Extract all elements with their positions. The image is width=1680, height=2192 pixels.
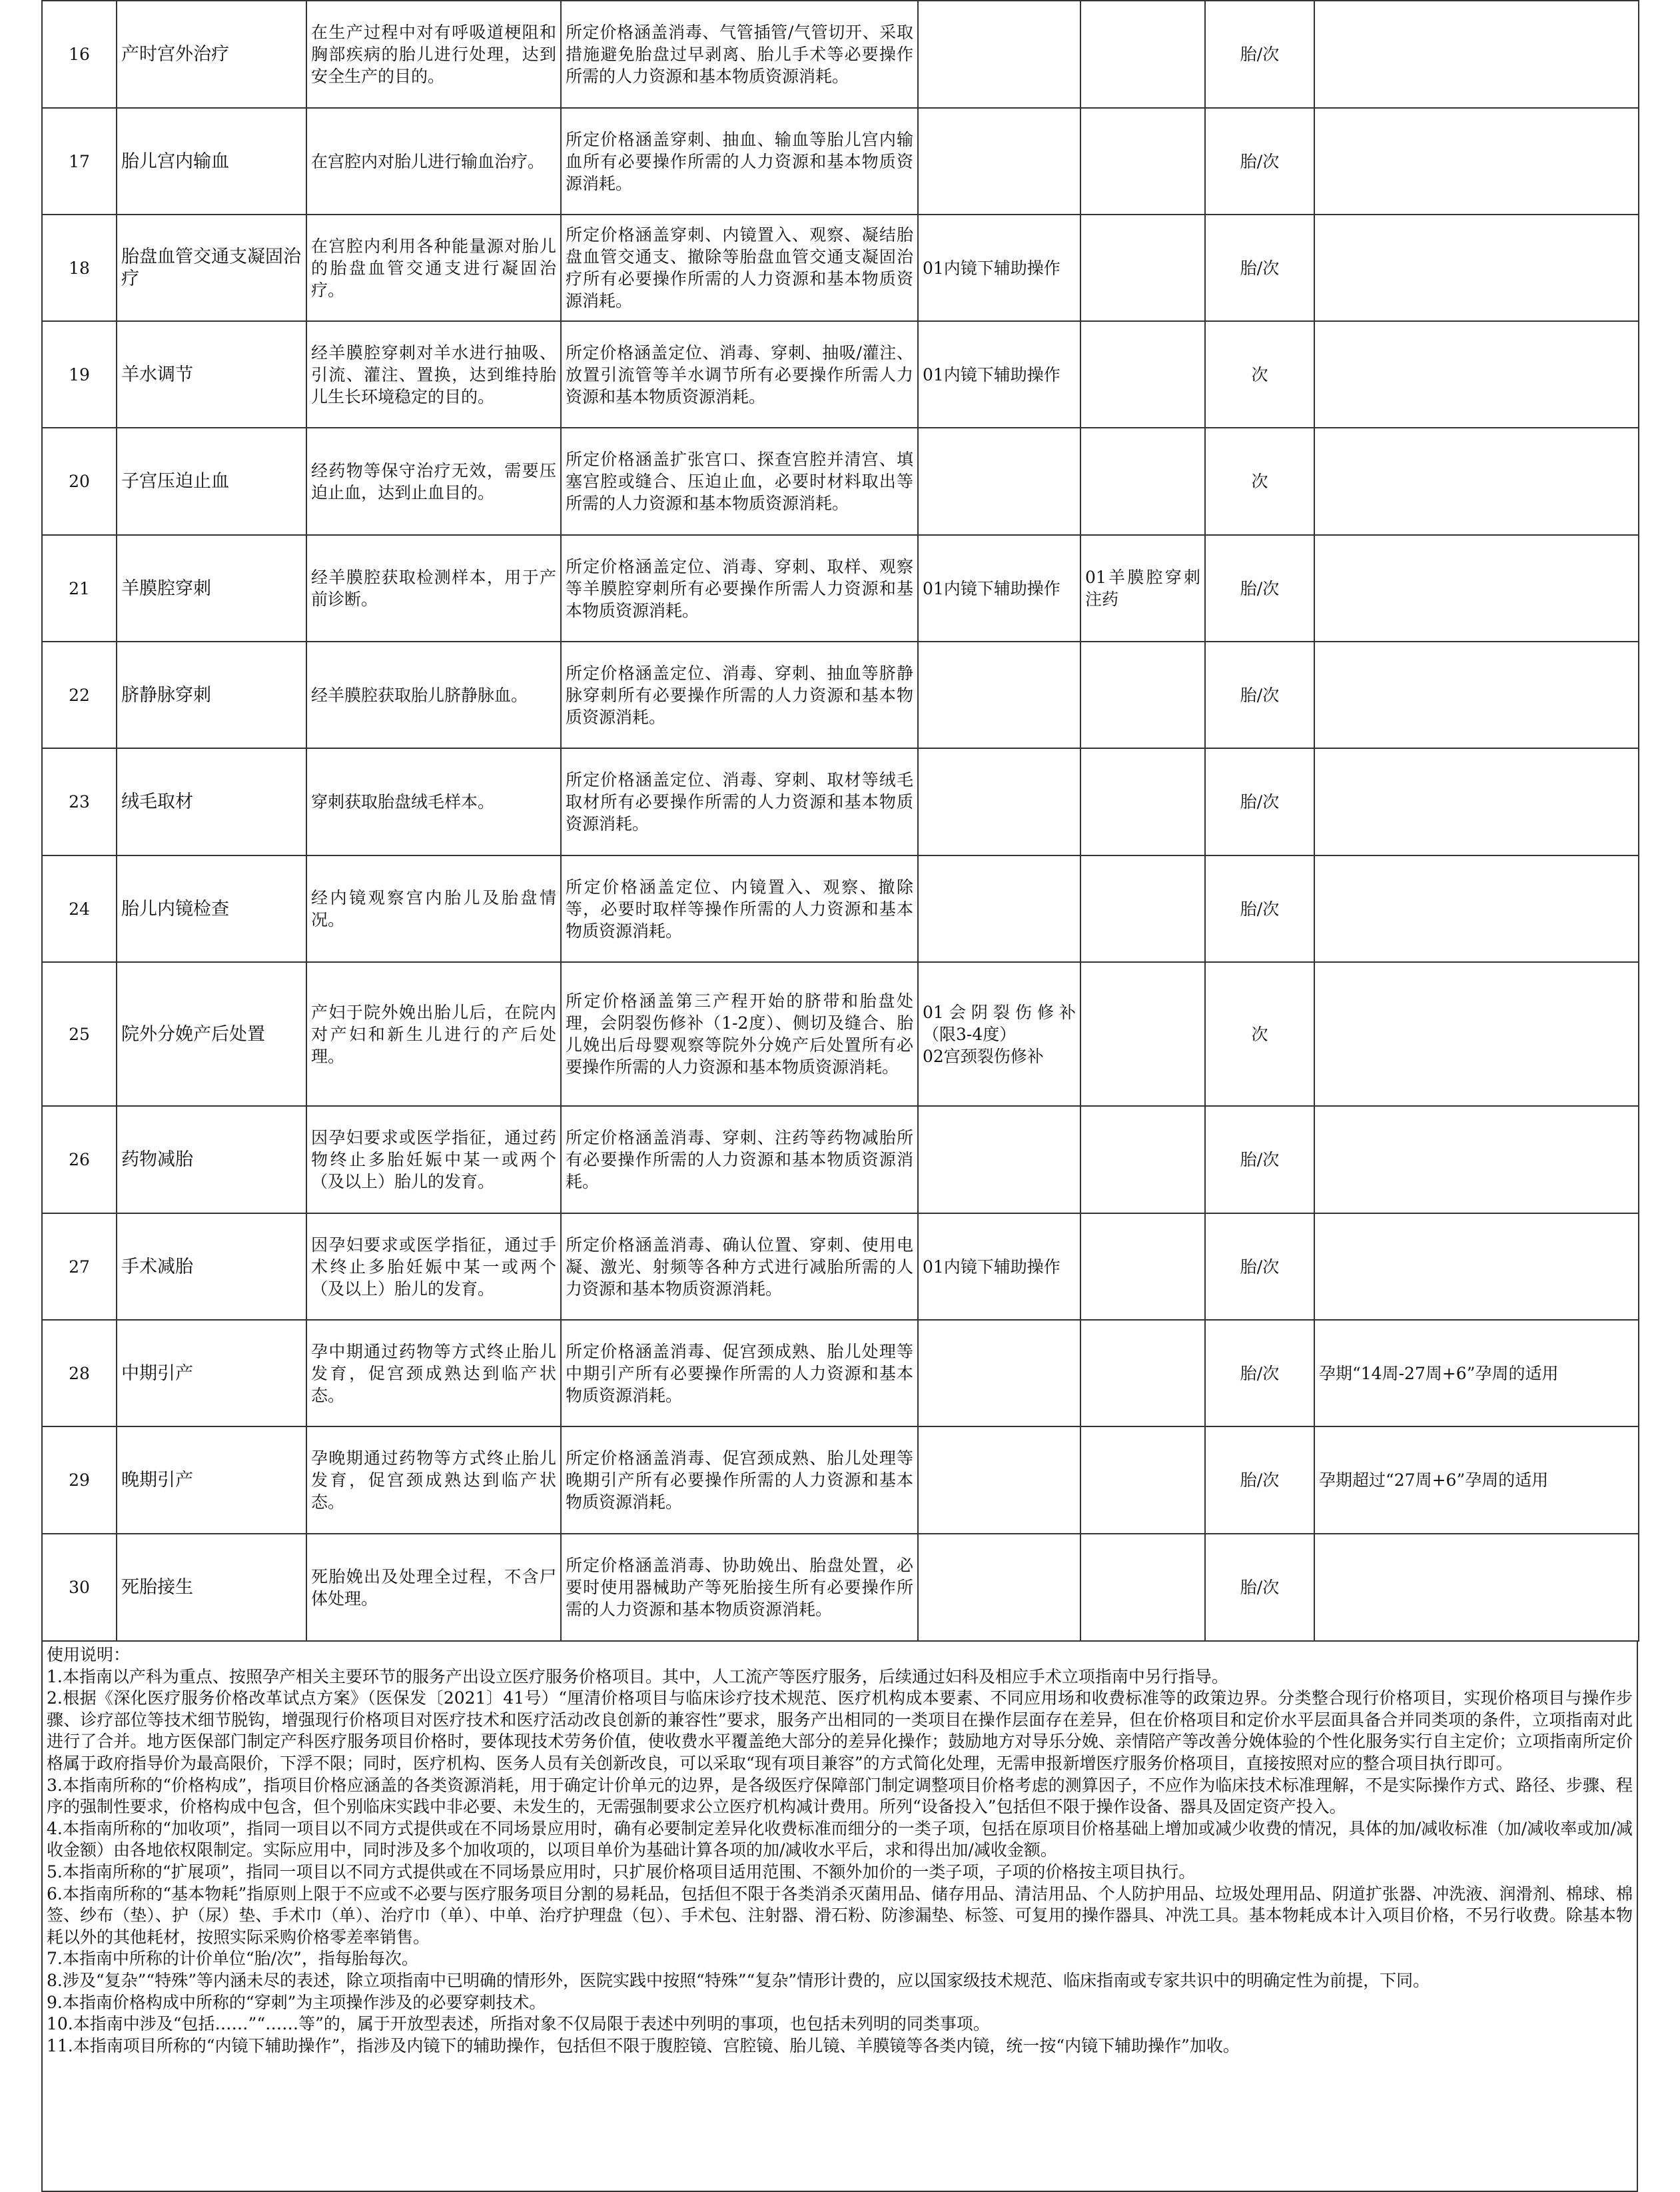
pricing-unit: 胎/次: [1205, 1426, 1314, 1534]
remark: [1314, 535, 1639, 642]
usage-note: 9.本指南价格构成中所称的“穿刺”为主项操作涉及的必要穿刺技术。: [47, 1992, 546, 2012]
remark: [1314, 215, 1639, 321]
item-name: 羊水调节: [117, 321, 306, 428]
item-name: 中期引产: [117, 1320, 306, 1426]
remark: [1314, 855, 1639, 962]
service-content: 产妇于院外娩出胎儿后，在院内对产妇和新生儿进行的产后处理。: [306, 962, 561, 1106]
remark: 孕期超过“27周+6”孕周的适用: [1314, 1426, 1639, 1534]
item-name: 院外分娩产后处置: [117, 962, 306, 1106]
table-row: [42, 1534, 1639, 1641]
price-composition: 所定价格涵盖定位、消毒、穿刺、抽吸/灌注、放置引流管等羊水调节所有必要操作所需人力资源和基本物质资源消耗。: [561, 321, 918, 428]
service-content: 在生产过程中对有呼吸道梗阻和胸部疾病的胎儿进行处理，达到安全生产的目的。: [306, 1, 561, 108]
surcharge-item: [918, 1, 1080, 108]
service-content: 因孕妇要求或医学指征，通过手术终止多胎妊娠中某一或两个（及以上）胎儿的发育。: [306, 1213, 561, 1320]
item-number: 26: [42, 1106, 117, 1213]
usage-note: 3.本指南所称的“价格构成”，指项目价格应涵盖的各类资源消耗，用于确定计价单元的边界，是各级医疗保障部门制定调整项目价格考虑的测算因子，不应作为临床技术标准理解，不是实际操作方式、路径、步骤、程序的强制性要求，价格构成中包含，但个别临床实践中非必要、未发生的，无需强制要求公立医疗机构减计费用。所列“设备投入”包括但不限于操作设备、器具及固定资产投入。: [47, 1775, 1633, 1817]
extension-item: 01羊膜腔穿刺注药: [1080, 535, 1205, 642]
table-row: [42, 428, 1639, 535]
remark: [1314, 1534, 1639, 1641]
price-composition: 所定价格涵盖定位、消毒、穿刺、抽血等脐静脉穿刺所有必要操作所需的人力资源和基本物质资源消耗。: [561, 642, 918, 748]
price-composition: 所定价格涵盖消毒、促宫颈成熟、胎儿处理等晚期引产所有必要操作所需的人力资源和基本物质资源消耗。: [561, 1426, 918, 1534]
item-name: 死胎接生: [117, 1534, 306, 1641]
remark: [1314, 1213, 1639, 1320]
extension-item: [1080, 1426, 1205, 1534]
service-content: 经药物等保守治疗无效，需要压迫止血，达到止血目的。: [306, 428, 561, 535]
pricing-unit: 次: [1205, 321, 1314, 428]
remark: [1314, 642, 1639, 748]
item-name: 药物减胎: [117, 1106, 306, 1213]
usage-notes-heading: 使用说明：: [47, 1645, 131, 1664]
extension-item: [1080, 855, 1205, 962]
pricing-unit: 胎/次: [1205, 642, 1314, 748]
item-number: 30: [42, 1534, 117, 1641]
surcharge-item: [918, 428, 1080, 535]
remark: [1314, 108, 1639, 215]
extension-item: [1080, 428, 1205, 535]
usage-note: 5.本指南所称的“扩展项”，指同一项目以不同方式提供或在不同场景应用时，只扩展价格项目适用范围、不额外加价的一类子项，子项的价格按主项目执行。: [47, 1862, 1196, 1882]
usage-note: 10.本指南中涉及“包括……”“……等”的，属于开放型表述，所指对象不仅局限于表述中列明的事项，也包括未列明的同类事项。: [47, 2014, 990, 2034]
service-content: 经羊膜腔获取检测样本，用于产前诊断。: [306, 535, 561, 642]
pricing-unit: 胎/次: [1205, 748, 1314, 855]
service-content: 在宫腔内利用各种能量源对胎儿的胎盘血管交通支进行凝固治疗。: [306, 215, 561, 321]
extension-item: [1080, 108, 1205, 215]
table-row: [42, 962, 1639, 1106]
remark: [1314, 428, 1639, 535]
table-row: [42, 855, 1639, 962]
price-composition: 所定价格涵盖第三产程开始的脐带和胎盘处理，会阴裂伤修补（1-2度）、侧切及缝合、胎儿娩出后母婴观察等院外分娩产后处置所有必要操作所需的人力资源和基本物质资源消耗。: [561, 962, 918, 1106]
table-row: [42, 1106, 1639, 1213]
usage-note: 1.本指南以产科为重点、按照孕产相关主要环节的服务产出设立医疗服务价格项目。其中，人工流产等医疗服务，后续通过妇科及相应手术立项指南中另行指导。: [47, 1666, 1228, 1686]
usage-note: 4.本指南所称的“加收项”，指同一项目以不同方式提供或在不同场景应用时，确有必要制定差异化收费标准而细分的一类子项，包括在原项目价格基础上增加或减少收费的情况，具体的加/减收标准（加/减收率或加/减收金额）由各地依权限制定。实际应用中，同时涉及多个加收项的，以项目单价为基础计算各项的加/减收水平后，求和得出加/减收金额。: [47, 1818, 1633, 1860]
item-name: 胎儿内镜检查: [117, 855, 306, 962]
price-composition: 所定价格涵盖定位、消毒、穿刺、取材等绒毛取材所有必要操作所需的人力资源和基本物质资源消耗。: [561, 748, 918, 855]
service-content: 穿刺获取胎盘绒毛样本。: [306, 748, 561, 855]
item-name: 晚期引产: [117, 1426, 306, 1534]
table-row: [42, 535, 1639, 642]
item-name: 脐静脉穿刺: [117, 642, 306, 748]
surcharge-item: [918, 748, 1080, 855]
usage-note: 2.根据《深化医疗服务价格改革试点方案》（医保发〔2021〕41号）“厘清价格项目与临床诊疗技术规范、医疗机构成本要素、不同应用场和收费标准等的政策边界。分类整合现行价格项目，实现价格项目与操作步骤、诊疗部位等技术细节脱钩，增强现行价格项目对医疗技术和医疗活动改良创新的兼容性”要求，服务产出相同的一类项目在操作层面存在差异，但在价格项目和定价水平层面具备合并同类项的条件，立项指南对此进行了合并。地方医保部门制定产科医疗服务项目价格时，要体现技术劳务价值，使收费水平覆盖绝大部分的差异化操作；鼓励地方对导乐分娩、亲情陪产等改善分娩体验的个性化服务实行自主定价；立项指南所定价格属于政府指导价为最高限价，下浮不限；同时，医疗机构、医务人员有关创新改良，可以采取“现有项目兼容”的方式简化处理，无需申报新增医疗服务价格项目，直接按照对应的整合项目执行即可。: [47, 1688, 1633, 1773]
remark: [1314, 1106, 1639, 1213]
extension-item: [1080, 1, 1205, 108]
remark: [1314, 962, 1639, 1106]
item-number: 17: [42, 108, 117, 215]
surcharge-item: [918, 855, 1080, 962]
item-name: 产时宫外治疗: [117, 1, 306, 108]
price-composition: 所定价格涵盖消毒、协助娩出、胎盘处置，必要时使用器械助产等死胎接生所有必要操作所需的人力资源和基本物质资源消耗。: [561, 1534, 918, 1641]
service-content: 经内镜观察宫内胎儿及胎盘情况。: [306, 855, 561, 962]
pricing-table: [41, 0, 1639, 1642]
usage-note: 7.本指南中所称的计价单位“胎/次”，指每胎每次。: [47, 1949, 418, 1969]
item-name: 胎盘血管交通支凝固治疗: [117, 215, 306, 321]
pricing-unit: 胎/次: [1205, 215, 1314, 321]
item-number: 18: [42, 215, 117, 321]
surcharge-item: [918, 1426, 1080, 1534]
item-number: 22: [42, 642, 117, 748]
table-row: [42, 1426, 1639, 1534]
service-content: 孕晚期通过药物等方式终止胎儿发育，促宫颈成熟达到临产状态。: [306, 1426, 561, 1534]
price-composition: 所定价格涵盖穿刺、内镜置入、观察、凝结胎盘血管交通支、撤除等胎盘血管交通支凝固治疗所有必要操作所需的人力资源和基本物质资源消耗。: [561, 215, 918, 321]
usage-notes: [41, 1642, 1638, 2192]
remark: [1314, 321, 1639, 428]
extension-item: [1080, 1213, 1205, 1320]
pricing-unit: 胎/次: [1205, 108, 1314, 215]
table-row: [42, 1213, 1639, 1320]
extension-item: [1080, 321, 1205, 428]
surcharge-item: 01内镜下辅助操作: [918, 535, 1080, 642]
surcharge-item: [918, 642, 1080, 748]
price-composition: 所定价格涵盖定位、内镜置入、观察、撤除等，必要时取样等操作所需的人力资源和基本物质资源消耗。: [561, 855, 918, 962]
pricing-unit: 胎/次: [1205, 1106, 1314, 1213]
price-composition: 所定价格涵盖消毒、确认位置、穿刺、使用电凝、激光、射频等各种方式进行减胎所需的人力资源和基本物质资源消耗。: [561, 1213, 918, 1320]
item-number: 16: [42, 1, 117, 108]
pricing-unit: 胎/次: [1205, 855, 1314, 962]
pricing-unit: 胎/次: [1205, 1534, 1314, 1641]
item-name: 胎儿宫内输血: [117, 108, 306, 215]
document: [41, 0, 1638, 2192]
remark: [1314, 748, 1639, 855]
surcharge-item: [918, 1106, 1080, 1213]
price-composition: 所定价格涵盖消毒、气管插管/气管切开、采取措施避免胎盘过早剥离、胎儿手术等必要操作所需的人力资源和基本物质资源消耗。: [561, 1, 918, 108]
pricing-unit: 胎/次: [1205, 1, 1314, 108]
extension-item: [1080, 1320, 1205, 1426]
pricing-unit: 次: [1205, 962, 1314, 1106]
surcharge-item: 01会阴裂伤修补（限3-4度） 02宫颈裂伤修补: [918, 962, 1080, 1106]
table-row: [42, 215, 1639, 321]
surcharge-item: 01内镜下辅助操作: [918, 321, 1080, 428]
usage-note: 6.本指南所称的“基本物耗”指原则上限于不应或不必要与医疗服务项目分割的易耗品，包括但不限于各类消杀灭菌用品、储存用品、清洁用品、个人防护用品、垃圾处理用品、阴道扩张器、冲洗液、润滑剂、棉球、棉签、纱布（垫）、护（尿）垫、手术巾（单）、治疗巾（单）、中单、治疗护理盘（包）、手术包、注射器、滑石粉、防渗漏垫、标签、可复用的操作器具、冲洗工具。基本物耗成本计入项目价格，不另行收费。除基本物耗以外的其他耗材，按照实际采购价格零差率销售。: [47, 1884, 1633, 1947]
item-name: 子宫压迫止血: [117, 428, 306, 535]
item-number: 23: [42, 748, 117, 855]
price-composition: 所定价格涵盖穿刺、抽血、输血等胎儿宫内输血所有必要操作所需的人力资源和基本物质资源消耗。: [561, 108, 918, 215]
item-name: 绒毛取材: [117, 748, 306, 855]
extension-item: [1080, 1106, 1205, 1213]
service-content: 死胎娩出及处理全过程，不含尸体处理。: [306, 1534, 561, 1641]
price-composition: 所定价格涵盖消毒、促宫颈成熟、胎儿处理等中期引产所有必要操作所需的人力资源和基本物质资源消耗。: [561, 1320, 918, 1426]
item-number: 19: [42, 321, 117, 428]
price-composition: 所定价格涵盖消毒、穿刺、注药等药物减胎所有必要操作所需的人力资源和基本物质资源消耗。: [561, 1106, 918, 1213]
service-content: 孕中期通过药物等方式终止胎儿发育，促宫颈成熟达到临产状态。: [306, 1320, 561, 1426]
item-number: 25: [42, 962, 117, 1106]
extension-item: [1080, 215, 1205, 321]
remark: 孕期“14周-27周+6”孕周的适用: [1314, 1320, 1639, 1426]
item-number: 29: [42, 1426, 117, 1534]
remark: [1314, 1, 1639, 108]
pricing-unit: 胎/次: [1205, 1320, 1314, 1426]
item-number: 20: [42, 428, 117, 535]
item-number: 28: [42, 1320, 117, 1426]
service-content: 在宫腔内对胎儿进行输血治疗。: [306, 108, 561, 215]
item-name: 手术减胎: [117, 1213, 306, 1320]
extension-item: [1080, 748, 1205, 855]
item-number: 21: [42, 535, 117, 642]
surcharge-item: [918, 1320, 1080, 1426]
table-row: [42, 108, 1639, 215]
usage-note: 8.涉及“复杂”“特殊”等内涵未尽的表述，除立项指南中已明确的情形外，医院实践中按照“特殊”“复杂”情形计费的，应以国家级技术规范、临床指南或专家共识中的明确定性为前提，下同。: [47, 1970, 1430, 1990]
service-content: 因孕妇要求或医学指征，通过药物终止多胎妊娠中某一或两个（及以上）胎儿的发育。: [306, 1106, 561, 1213]
price-composition: 所定价格涵盖定位、消毒、穿刺、取样、观察等羊膜腔穿刺所有必要操作所需人力资源和基本物质资源消耗。: [561, 535, 918, 642]
surcharge-item: [918, 108, 1080, 215]
item-name: 羊膜腔穿刺: [117, 535, 306, 642]
table-row: [42, 748, 1639, 855]
service-content: 经羊膜腔获取胎儿脐静脉血。: [306, 642, 561, 748]
item-number: 27: [42, 1213, 117, 1320]
table-row: [42, 321, 1639, 428]
table-row: [42, 1, 1639, 108]
pricing-unit: 次: [1205, 428, 1314, 535]
price-composition: 所定价格涵盖扩张宫口、探查宫腔并清宫、填塞宫腔或缝合、压迫止血，必要时材料取出等所需的人力资源和基本物质资源消耗。: [561, 428, 918, 535]
table-row: [42, 1320, 1639, 1426]
table-row: [42, 642, 1639, 748]
surcharge-item: 01内镜下辅助操作: [918, 215, 1080, 321]
extension-item: [1080, 1534, 1205, 1641]
surcharge-item: 01内镜下辅助操作: [918, 1213, 1080, 1320]
service-content: 经羊膜腔穿刺对羊水进行抽吸、引流、灌注、置换，达到维持胎儿生长环境稳定的目的。: [306, 321, 561, 428]
surcharge-item: [918, 1534, 1080, 1641]
item-number: 24: [42, 855, 117, 962]
pricing-unit: 胎/次: [1205, 1213, 1314, 1320]
pricing-unit: 胎/次: [1205, 535, 1314, 642]
extension-item: [1080, 962, 1205, 1106]
usage-note: 11.本指南项目所称的“内镜下辅助操作”，指涉及内镜下的辅助操作，包括但不限于腹腔镜、宫腔镜、胎儿镜、羊膜镜等各类内镜，统一按“内镜下辅助操作”加收。: [47, 2035, 1240, 2055]
extension-item: [1080, 642, 1205, 748]
